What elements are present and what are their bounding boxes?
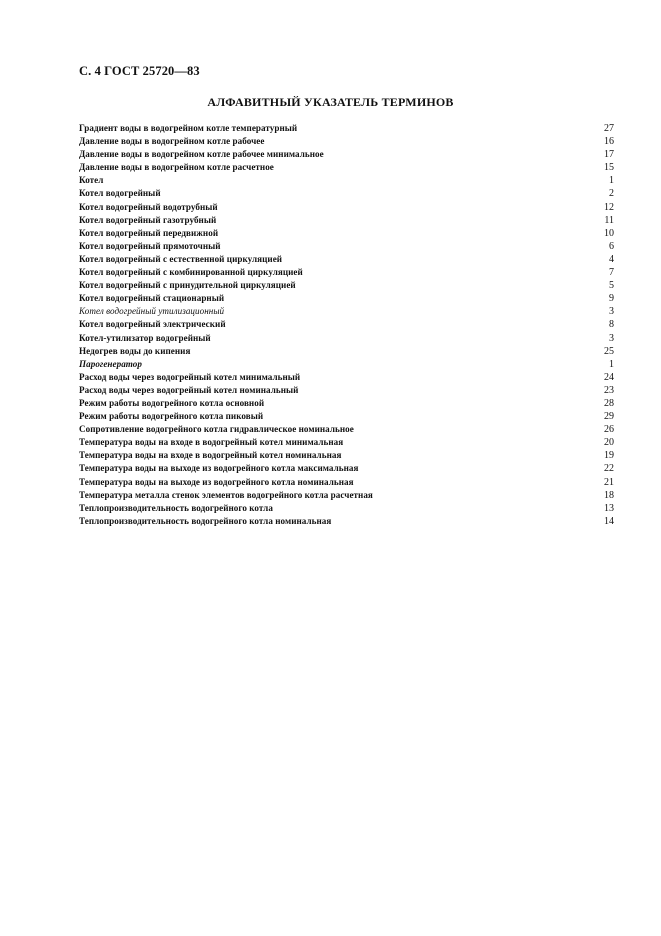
term-number: 26 bbox=[604, 424, 614, 436]
term-number: 24 bbox=[604, 371, 614, 383]
index-entry bbox=[79, 397, 614, 410]
index-term: Недогрев воды до кипения bbox=[79, 345, 191, 356]
index-term: Котел водогрейный передвижной bbox=[79, 227, 219, 238]
index-term: Котел водогрейный с комбинированной циркуляцией bbox=[79, 267, 303, 278]
index-term: Температура металла стенок элементов водогрейного котла расчетная bbox=[79, 489, 373, 500]
index-term: Котел водогрейный bbox=[79, 188, 161, 199]
index-entry bbox=[79, 332, 614, 345]
index-term: Теплопроизводительность водогрейного котла номинальная bbox=[79, 515, 332, 526]
term-number: 7 bbox=[609, 267, 614, 279]
index-entry bbox=[79, 410, 614, 423]
index-entry bbox=[79, 345, 614, 358]
index-entry bbox=[79, 266, 614, 279]
term-number: 17 bbox=[604, 149, 614, 161]
index-term: Градиент воды в водогрейном котле температурный bbox=[79, 123, 298, 133]
term-number: 3 bbox=[609, 306, 614, 318]
index-term: Котел водогрейный с естественной циркуляцией bbox=[79, 253, 283, 264]
index-entry bbox=[79, 358, 614, 371]
index-term: Котел водогрейный с принудительной циркуляцией bbox=[79, 280, 296, 291]
index-entry bbox=[79, 187, 614, 200]
index-entry bbox=[79, 515, 614, 528]
term-number: 19 bbox=[604, 450, 614, 462]
index-entry bbox=[79, 449, 614, 462]
term-number: 25 bbox=[604, 345, 614, 357]
term-number: 10 bbox=[604, 227, 614, 239]
index-term: Сопротивление водогрейного котла гидравлическое номинальное bbox=[79, 424, 354, 435]
term-number: 13 bbox=[604, 502, 614, 514]
term-number: 20 bbox=[604, 437, 614, 449]
term-number: 22 bbox=[604, 463, 614, 475]
index-entry bbox=[79, 318, 614, 331]
term-number: 11 bbox=[604, 214, 614, 226]
index-entry bbox=[79, 476, 614, 489]
index-title: АЛФАВИТНЫЙ УКАЗАТЕЛЬ ТЕРМИНОВ bbox=[207, 95, 454, 109]
page-header: С. 4 ГОСТ 25720—83 bbox=[79, 64, 200, 78]
index-term: Котел водогрейный прямоточный bbox=[79, 240, 221, 251]
index-entry bbox=[79, 305, 614, 318]
index-term: Котел водогрейный газотрубный bbox=[79, 214, 217, 225]
index-entry bbox=[79, 502, 614, 515]
index-term: Расход воды через водогрейный котел номинальный bbox=[79, 384, 299, 395]
term-number: 15 bbox=[604, 162, 614, 174]
index-term: Котел водогрейный стационарный bbox=[79, 293, 225, 304]
term-number: 21 bbox=[604, 476, 614, 488]
index-entry bbox=[79, 122, 614, 135]
index-entry bbox=[79, 371, 614, 384]
index-entry bbox=[79, 279, 614, 292]
index-entry bbox=[79, 174, 614, 187]
term-number: 16 bbox=[604, 136, 614, 148]
term-number: 1 bbox=[609, 358, 614, 370]
index-term: Котел водогрейный утилизационный bbox=[79, 306, 225, 317]
index-term: Температура воды на входе в водогрейный котел минимальная bbox=[79, 437, 344, 448]
term-number: 12 bbox=[604, 201, 614, 213]
index-entry bbox=[79, 201, 614, 214]
index-entry bbox=[79, 240, 614, 253]
index-entry bbox=[79, 135, 614, 148]
term-number: 2 bbox=[609, 188, 614, 200]
term-number: 9 bbox=[609, 293, 614, 305]
index-term: Котел водогрейный электрический bbox=[79, 319, 226, 330]
term-number: 14 bbox=[604, 515, 614, 527]
index-entry bbox=[79, 423, 614, 436]
term-number: 8 bbox=[609, 319, 614, 331]
index-entry bbox=[79, 161, 614, 174]
term-number: 3 bbox=[609, 332, 614, 344]
term-number: 18 bbox=[604, 489, 614, 501]
index-term: Расход воды через водогрейный котел минимальный bbox=[79, 371, 301, 382]
term-number: 28 bbox=[604, 397, 614, 409]
index-term: Котел-утилизатор водогрейный bbox=[79, 332, 211, 343]
index-entry bbox=[79, 292, 614, 305]
index-term: Давление воды в водогрейном котле расчетное bbox=[79, 162, 274, 173]
term-number: 27 bbox=[604, 123, 614, 134]
index-entry bbox=[79, 227, 614, 240]
index-entry bbox=[79, 253, 614, 266]
term-index-list bbox=[79, 122, 614, 528]
term-number: 5 bbox=[609, 280, 614, 292]
index-entry bbox=[79, 384, 614, 397]
index-term: Котел bbox=[79, 175, 104, 186]
index-entry bbox=[79, 462, 614, 475]
term-number: 6 bbox=[609, 240, 614, 252]
index-term: Температура воды на выходе из водогрейного котла максимальная bbox=[79, 463, 359, 474]
index-entry bbox=[79, 436, 614, 449]
index-term: Котел водогрейный водотрубный bbox=[79, 201, 218, 212]
index-term: Давление воды в водогрейном котле рабочее bbox=[79, 136, 265, 147]
index-term: Температура воды на выходе из водогрейного котла номинальная bbox=[79, 476, 354, 487]
index-term: Парогенератор bbox=[79, 358, 142, 369]
index-term: Режим работы водогрейного котла пиковый bbox=[79, 411, 264, 422]
index-term: Теплопроизводительность водогрейного котла bbox=[79, 502, 273, 513]
term-number: 23 bbox=[604, 384, 614, 396]
term-number: 4 bbox=[609, 253, 614, 265]
index-term: Давление воды в водогрейном котле рабочее минимальное bbox=[79, 149, 324, 160]
index-term: Температура воды на входе в водогрейный котел номинальная bbox=[79, 450, 342, 461]
index-entry bbox=[79, 489, 614, 502]
index-term: Режим работы водогрейного котла основной bbox=[79, 397, 265, 408]
index-entry bbox=[79, 214, 614, 227]
term-number: 29 bbox=[604, 411, 614, 423]
term-number: 1 bbox=[609, 175, 614, 187]
index-entry bbox=[79, 148, 614, 161]
